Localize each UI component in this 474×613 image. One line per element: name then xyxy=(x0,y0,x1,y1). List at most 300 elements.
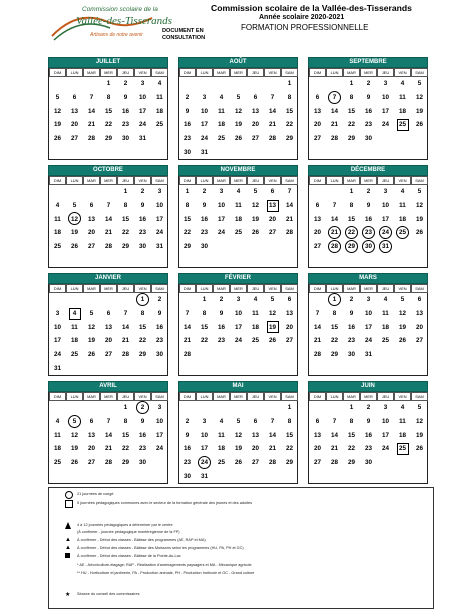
weekday-label: SAM xyxy=(151,284,168,293)
day-cell: 30 xyxy=(364,135,372,143)
day-cell: 5 xyxy=(236,94,241,102)
weekday-label: DIM xyxy=(309,68,326,77)
month-name: DÉCEMBRE xyxy=(308,165,428,176)
day-cell: 12 xyxy=(87,323,95,331)
empty-day-cell xyxy=(49,77,66,91)
month-days xyxy=(178,185,298,268)
day-cell: 26 xyxy=(234,459,242,467)
month-name: MAI xyxy=(178,381,298,392)
empty-day-cell xyxy=(394,348,411,362)
day-cell: 5 xyxy=(417,188,422,196)
day-cell: 26 xyxy=(398,337,406,345)
day-cell: 9 xyxy=(366,94,371,102)
weekday-header xyxy=(48,176,168,185)
day-cell: 3 xyxy=(366,296,371,304)
empty-day-cell xyxy=(309,293,326,307)
day-cell: 16 xyxy=(183,445,191,453)
day-cell: 22 xyxy=(343,226,360,240)
empty-day-cell xyxy=(411,348,428,362)
day-cell: 17 xyxy=(53,337,61,345)
day-cell: 11 xyxy=(54,215,61,223)
empty-day-cell xyxy=(326,145,343,159)
empty-day-cell xyxy=(117,293,134,307)
empty-day-cell xyxy=(66,77,83,91)
empty-day-cell xyxy=(230,469,247,483)
day-cell: 20 xyxy=(87,229,95,237)
day-cell: 14 xyxy=(330,107,338,115)
day-cell: 12 xyxy=(415,418,423,426)
weekday-label: JEU xyxy=(377,176,394,185)
weekday-label: SAM xyxy=(411,68,428,77)
weekday-label: MAR xyxy=(83,68,100,77)
day-cell: 4 xyxy=(219,94,224,102)
day-cell: 22 xyxy=(285,121,293,129)
day-cell: 22 xyxy=(104,121,112,129)
day-cell: 4 xyxy=(55,202,60,210)
day-cell: 25 xyxy=(217,459,225,467)
day-cell: 3 xyxy=(202,94,207,102)
day-cell: 29 xyxy=(347,135,355,143)
day-cell: 14 xyxy=(183,323,191,331)
empty-day-cell xyxy=(213,361,230,375)
day-cell: 19 xyxy=(70,445,78,453)
day-cell: 10 xyxy=(364,310,372,318)
day-cell: 24 xyxy=(53,351,61,359)
day-cell: 13 xyxy=(313,431,321,439)
day-cell: 9 xyxy=(123,94,128,102)
weekday-label: MER xyxy=(100,68,117,77)
page-subtitle: FORMATION PROFESSIONNELLE xyxy=(241,23,369,32)
weekday-header xyxy=(308,392,428,401)
day-cell: 28 xyxy=(87,135,95,143)
day-cell: 30 xyxy=(183,472,191,480)
day-cell: 13 xyxy=(251,431,259,439)
month-block xyxy=(48,165,168,268)
day-cell: 18 xyxy=(155,107,163,115)
weekday-label: VEN xyxy=(264,284,281,293)
month-block xyxy=(178,381,298,484)
weekday-label: VEN xyxy=(264,68,281,77)
day-cell: 11 xyxy=(54,431,61,439)
day-cell: 29 xyxy=(104,135,112,143)
day-cell: 12 xyxy=(398,310,406,318)
day-cell: 24 xyxy=(234,337,242,345)
day-cell: 18 xyxy=(398,215,406,223)
weekday-label: MER xyxy=(360,176,377,185)
weekday-label: MER xyxy=(230,176,247,185)
empty-day-cell xyxy=(264,348,281,362)
day-cell: 20 xyxy=(70,121,78,129)
day-cell: 9 xyxy=(219,310,224,318)
empty-day-cell xyxy=(326,469,343,483)
empty-day-cell xyxy=(281,253,298,267)
day-cell: 8 xyxy=(123,202,128,210)
weekday-label: MER xyxy=(360,392,377,401)
day-cell: 26 xyxy=(234,135,242,143)
day-cell: 22 xyxy=(138,337,146,345)
day-cell: 2 xyxy=(366,188,371,196)
day-cell: 14 xyxy=(104,215,112,223)
day-cell: 24 xyxy=(381,121,389,129)
day-cell: 28 xyxy=(285,229,293,237)
month-name: NOVEMBRE xyxy=(178,165,298,176)
day-cell: 23 xyxy=(155,337,163,345)
day-cell: 21 xyxy=(104,229,112,237)
day-cell: 10 xyxy=(138,94,146,102)
day-cell: 7 xyxy=(332,418,337,426)
day-cell: 25 xyxy=(155,121,163,129)
day-cell: 21 xyxy=(268,121,276,129)
day-cell: 11 xyxy=(235,202,242,210)
day-cell: 13 xyxy=(415,310,423,318)
day-cell: 4 xyxy=(400,188,405,196)
day-cell: 1 xyxy=(134,293,151,307)
weekday-label: VEN xyxy=(394,392,411,401)
empty-day-cell xyxy=(394,132,411,146)
empty-day-cell xyxy=(264,77,281,91)
day-cell: 7 xyxy=(270,94,275,102)
day-cell: 17 xyxy=(155,431,163,439)
empty-day-cell xyxy=(411,469,428,483)
school-year: Année scolaire 2020-2021 xyxy=(259,14,345,21)
day-cell: 2 xyxy=(349,296,354,304)
weekday-label: MAR xyxy=(83,176,100,185)
day-cell: 24 xyxy=(217,229,225,237)
weekday-label: LUN xyxy=(66,284,83,293)
day-cell: 15 xyxy=(138,323,146,331)
empty-day-cell xyxy=(134,361,151,375)
legend-text: 4 à 12 journées pédagogiques à déterminer par le centre xyxy=(77,523,173,527)
day-cell: 19 xyxy=(251,215,259,223)
empty-day-cell xyxy=(247,145,264,159)
day-cell: 21 xyxy=(326,226,343,240)
day-cell: 14 xyxy=(121,323,129,331)
day-cell: 2 xyxy=(185,94,190,102)
empty-day-cell xyxy=(411,456,428,470)
empty-day-cell xyxy=(411,145,428,159)
empty-day-cell xyxy=(377,469,394,483)
weekday-label: SAM xyxy=(411,176,428,185)
empty-day-cell xyxy=(264,253,281,267)
day-cell: 23 xyxy=(138,229,146,237)
day-cell: 27 xyxy=(313,459,321,467)
day-cell: 23 xyxy=(183,135,191,143)
empty-day-cell xyxy=(343,361,360,375)
day-cell: 22 xyxy=(285,445,293,453)
empty-day-cell xyxy=(230,348,247,362)
day-cell: 13 xyxy=(313,215,321,223)
day-cell: 12 xyxy=(415,94,423,102)
day-cell: 30 xyxy=(121,135,129,143)
empty-day-cell xyxy=(83,361,100,375)
empty-day-cell xyxy=(264,401,281,415)
weekday-label: DIM xyxy=(179,68,196,77)
day-cell: 4 xyxy=(383,296,388,304)
day-cell: 20 xyxy=(415,323,423,331)
month-days xyxy=(178,77,298,160)
day-cell: 9 xyxy=(140,418,145,426)
day-cell: 26 xyxy=(251,229,259,237)
day-cell: 24 xyxy=(138,121,146,129)
logo xyxy=(48,4,172,48)
day-cell: 26 xyxy=(415,121,423,129)
weekday-label: SAM xyxy=(151,68,168,77)
day-cell: 4 xyxy=(236,188,241,196)
day-cell: 15 xyxy=(347,215,355,223)
day-cell: 19 xyxy=(87,337,95,345)
day-cell: 4 xyxy=(157,80,162,88)
day-cell: 6 xyxy=(287,296,292,304)
weekday-label: MER xyxy=(360,68,377,77)
empty-day-cell xyxy=(196,348,213,362)
weekday-label: LUN xyxy=(196,284,213,293)
day-cell: 17 xyxy=(234,323,242,331)
empty-day-cell xyxy=(247,240,264,254)
day-cell: 5 xyxy=(400,296,405,304)
empty-day-cell xyxy=(377,145,394,159)
day-cell: 6 xyxy=(89,202,94,210)
empty-day-cell xyxy=(117,253,134,267)
empty-day-cell xyxy=(100,185,117,199)
day-cell: 20 xyxy=(87,445,95,453)
empty-day-cell xyxy=(264,469,281,483)
day-cell: 28 xyxy=(121,351,129,359)
day-cell: 13 xyxy=(313,107,321,115)
day-cell: 1 xyxy=(123,188,128,196)
month-block xyxy=(178,57,298,160)
logo-line1: Commission scolaire de la xyxy=(82,6,158,13)
day-cell: 27 xyxy=(251,459,259,467)
day-cell: 18 xyxy=(53,445,61,453)
weekday-header xyxy=(308,284,428,293)
empty-day-cell xyxy=(117,361,134,375)
day-cell: 23 xyxy=(121,121,129,129)
empty-day-cell xyxy=(247,253,264,267)
day-cell: 26 xyxy=(87,351,95,359)
day-cell: 29 xyxy=(343,240,360,254)
empty-day-cell xyxy=(411,361,428,375)
weekday-header xyxy=(48,284,168,293)
day-cell: 9 xyxy=(185,431,190,439)
day-cell: 5 xyxy=(89,310,94,318)
month-block xyxy=(48,57,168,160)
day-cell: 1 xyxy=(202,296,207,304)
day-cell: 27 xyxy=(268,229,276,237)
empty-day-cell xyxy=(377,348,394,362)
empty-day-cell xyxy=(377,253,394,267)
weekday-label: VEN xyxy=(394,176,411,185)
empty-day-cell xyxy=(134,253,151,267)
day-cell: 7 xyxy=(185,310,190,318)
day-cell: 27 xyxy=(87,243,95,251)
day-cell: 3 xyxy=(157,188,162,196)
empty-day-cell xyxy=(394,240,411,254)
day-cell: 29 xyxy=(121,459,129,467)
weekday-label: SAM xyxy=(411,284,428,293)
empty-day-cell xyxy=(196,401,213,415)
weekday-header xyxy=(178,284,298,293)
month-block xyxy=(48,273,168,376)
month-block xyxy=(308,273,428,376)
day-cell: 3 xyxy=(383,404,388,412)
empty-day-cell xyxy=(377,456,394,470)
logo-line3: Artisans de notre avenir xyxy=(90,32,143,38)
day-cell: 31 xyxy=(138,135,146,143)
arrow-icon: ▲ xyxy=(65,545,71,551)
day-cell: 19 xyxy=(53,121,61,129)
day-cell: 17 xyxy=(155,215,163,223)
day-cell: 14 xyxy=(268,431,276,439)
day-cell: 11 xyxy=(382,310,389,318)
day-cell: 7 xyxy=(332,202,337,210)
day-cell: 28 xyxy=(104,243,112,251)
empty-day-cell xyxy=(213,253,230,267)
day-cell: 13 xyxy=(285,310,293,318)
weekday-label: LUN xyxy=(196,68,213,77)
day-cell: 26 xyxy=(268,337,276,345)
page-header xyxy=(211,3,411,32)
weekday-label: DIM xyxy=(49,284,66,293)
day-cell: 7 xyxy=(326,91,343,105)
day-cell: 18 xyxy=(70,337,78,345)
day-cell: 13 xyxy=(87,215,95,223)
empty-day-cell xyxy=(309,77,326,91)
day-cell: 6 xyxy=(89,418,94,426)
day-cell: 3 xyxy=(202,418,207,426)
empty-day-cell xyxy=(196,361,213,375)
day-cell: 10 xyxy=(381,202,389,210)
day-cell: 2 xyxy=(134,401,151,415)
day-cell: 22 xyxy=(347,121,355,129)
month-days xyxy=(308,185,428,268)
weekday-label: MER xyxy=(230,284,247,293)
day-cell: 14 xyxy=(285,202,293,210)
weekday-label: VEN xyxy=(134,284,151,293)
empty-day-cell xyxy=(117,145,134,159)
empty-day-cell xyxy=(213,469,230,483)
empty-day-cell xyxy=(230,240,247,254)
day-cell: 15 xyxy=(285,107,293,115)
day-cell: 8 xyxy=(349,418,354,426)
empty-day-cell xyxy=(309,145,326,159)
day-cell: 15 xyxy=(347,431,355,439)
empty-day-cell xyxy=(134,145,151,159)
day-cell: 17 xyxy=(138,107,146,115)
day-cell: 15 xyxy=(104,107,112,115)
weekday-header xyxy=(178,176,298,185)
day-cell: 18 xyxy=(217,445,225,453)
day-cell: 29 xyxy=(121,243,129,251)
empty-day-cell xyxy=(179,293,196,307)
day-cell: 27 xyxy=(251,135,259,143)
day-cell: 22 xyxy=(200,337,208,345)
day-cell: 23 xyxy=(364,121,372,129)
weekday-header xyxy=(178,68,298,77)
month-days xyxy=(48,401,168,484)
day-cell: 26 xyxy=(70,243,78,251)
day-cell: 3 xyxy=(140,80,145,88)
day-cell: 15 xyxy=(285,431,293,439)
weekday-label: DIM xyxy=(179,392,196,401)
square-icon xyxy=(65,500,73,508)
empty-day-cell xyxy=(360,253,377,267)
weekday-label: LUN xyxy=(326,68,343,77)
day-cell: 21 xyxy=(104,445,112,453)
weekday-label: SAM xyxy=(281,392,298,401)
logo-line2: Vallée-des-Tisserands xyxy=(76,15,172,27)
month-name: JUIN xyxy=(308,381,428,392)
day-cell: 22 xyxy=(121,229,129,237)
day-cell: 9 xyxy=(157,310,162,318)
month-days xyxy=(48,293,168,376)
day-cell: 20 xyxy=(313,445,321,453)
day-cell: 25 xyxy=(53,243,61,251)
weekday-label: VEN xyxy=(134,176,151,185)
day-cell: 7 xyxy=(89,94,94,102)
day-cell: 9 xyxy=(366,202,371,210)
day-cell: 23 xyxy=(360,226,377,240)
empty-day-cell xyxy=(83,469,100,483)
weekday-label: VEN xyxy=(394,284,411,293)
weekday-label: MER xyxy=(360,284,377,293)
empty-day-cell xyxy=(83,253,100,267)
day-cell: 26 xyxy=(415,229,423,237)
day-cell: 2 xyxy=(123,80,128,88)
day-cell: 13 xyxy=(104,323,112,331)
legend-text: À confirmer - Début des classes - Bâtisse de la Pointe-du-Lac xyxy=(77,554,181,558)
day-cell: 18 xyxy=(398,431,406,439)
month-days xyxy=(48,185,168,268)
day-cell: 11 xyxy=(218,107,225,115)
weekday-label: MAR xyxy=(343,68,360,77)
doc-note-line1: DOCUMENT EN xyxy=(162,28,204,34)
day-cell: 1 xyxy=(349,188,354,196)
day-cell: 3 xyxy=(157,404,162,412)
day-cell: 6 xyxy=(253,418,258,426)
day-cell: 11 xyxy=(252,310,259,318)
day-cell: 5 xyxy=(417,404,422,412)
day-cell: 16 xyxy=(138,431,146,439)
month-days xyxy=(178,293,298,376)
day-cell: 16 xyxy=(138,215,146,223)
day-cell: 24 xyxy=(200,135,208,143)
weekday-label: MER xyxy=(230,68,247,77)
day-cell: 1 xyxy=(326,293,343,307)
day-cell: 1 xyxy=(349,404,354,412)
day-cell: 16 xyxy=(364,107,372,115)
day-cell: 31 xyxy=(377,240,394,254)
day-cell: 25 xyxy=(394,118,411,132)
empty-day-cell xyxy=(326,401,343,415)
month-block xyxy=(308,165,428,268)
day-cell: 2 xyxy=(157,296,162,304)
day-cell: 20 xyxy=(313,121,321,129)
empty-day-cell xyxy=(196,77,213,91)
weekday-label: DIM xyxy=(309,392,326,401)
day-cell: 25 xyxy=(217,135,225,143)
weekday-label: JEU xyxy=(117,284,134,293)
day-cell: 31 xyxy=(364,351,372,359)
month-block xyxy=(48,381,168,484)
empty-day-cell xyxy=(281,348,298,362)
day-cell: 4 xyxy=(400,404,405,412)
empty-day-cell xyxy=(247,348,264,362)
day-cell: 1 xyxy=(106,80,111,88)
day-cell: 19 xyxy=(234,445,242,453)
empty-day-cell xyxy=(247,361,264,375)
empty-day-cell xyxy=(394,145,411,159)
day-cell: 31 xyxy=(200,148,208,156)
